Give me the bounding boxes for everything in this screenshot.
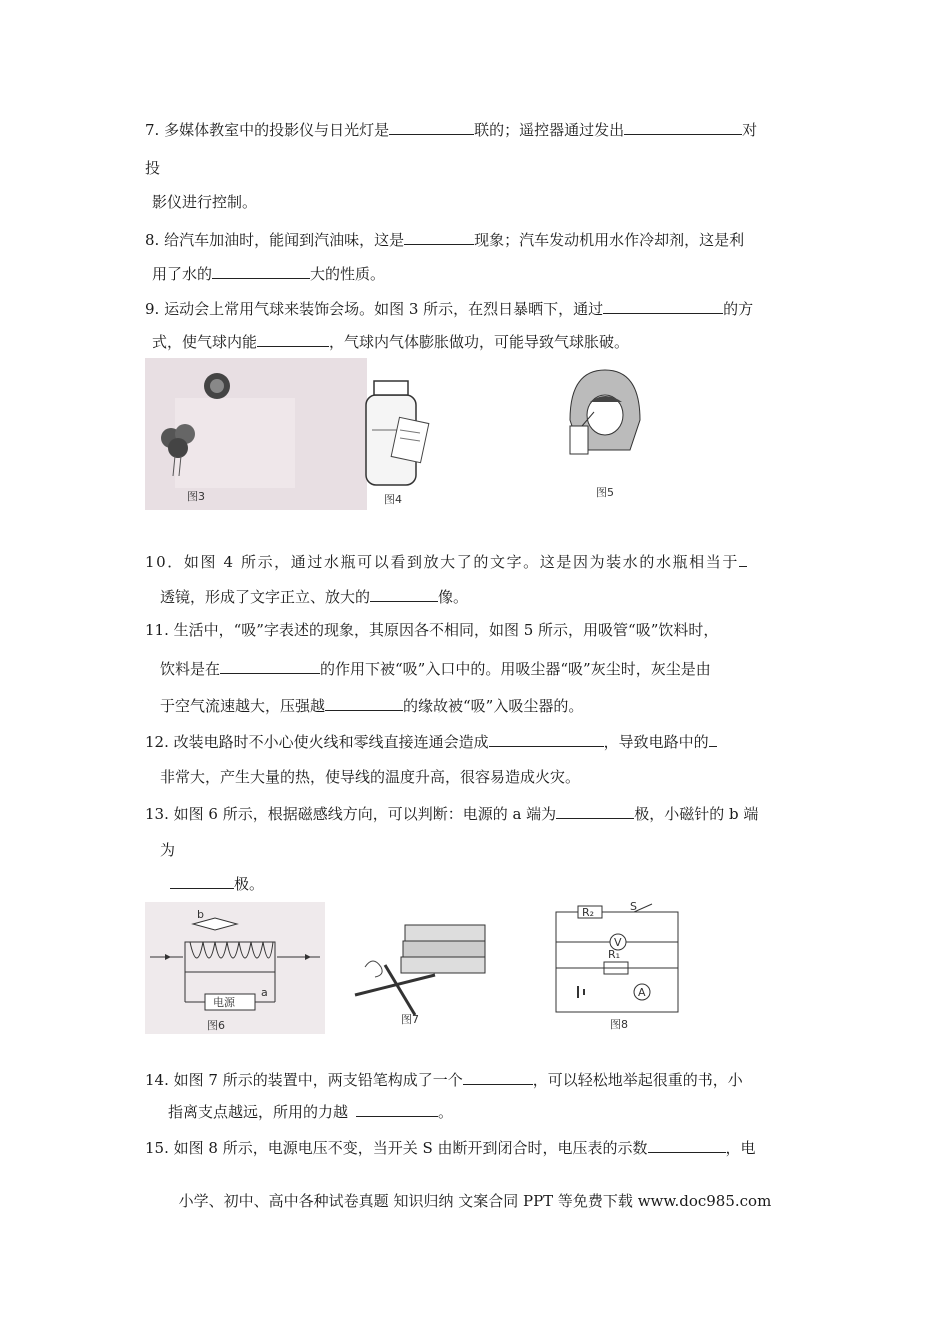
q9-line2: 式，使气球内能 ，气球内气体膨胀做功，可能导致气球胀破。: [152, 330, 629, 352]
q12-line2: 非常大，产生大量的热，使导线的温度升高，很容易造成火灾。: [160, 768, 581, 786]
q9-blank2[interactable]: [257, 330, 329, 347]
q10-blank1[interactable]: [739, 550, 747, 567]
q8-blank2[interactable]: [212, 262, 310, 279]
figure-4-caption: 图4: [384, 493, 402, 506]
r2-label: R₂: [582, 906, 595, 919]
q14-blank1[interactable]: [463, 1068, 533, 1085]
voltmeter-label: V: [614, 936, 622, 949]
figure-3: [145, 358, 367, 510]
power-label: 电源: [213, 996, 235, 1009]
q10-blank2[interactable]: [370, 585, 438, 602]
q8-blank1[interactable]: [404, 228, 474, 245]
figure-7-caption: 图7: [401, 1013, 419, 1026]
q12-line1: 12. 改装电路时不小心使火线和零线直接连通会造成 ，导致电路中的: [145, 730, 717, 752]
figure-4: [350, 375, 440, 510]
figure-5: [560, 360, 650, 500]
q11-line1: 11. 生活中，“吸”字表述的现象，其原因各不相同，如图 5 所示，用吸管“吸”饮料时，: [145, 621, 719, 639]
q11-line2: 饮料是在 的作用下被“吸”入口中的。用吸尘器“吸”灰尘时，灰尘是由: [160, 657, 711, 679]
q11-line3: 于空气流速越大，压强越 的缘故被“吸”入吸尘器的。: [160, 694, 583, 716]
q13-line1: 13. 如图 6 所示，根据磁感线方向，可以判断：电源的 a 端为 极，小磁针的 b 端: [145, 802, 758, 824]
page-footer: 小学、初中、高中各种试卷真题 知识归纳 文案合同 PPT 等免费下载 www.doc985.com: [178, 1192, 772, 1210]
q11-blank1[interactable]: [220, 657, 320, 674]
label-a: a: [261, 986, 268, 999]
q12-blank2[interactable]: [709, 730, 717, 747]
switch-label: S: [630, 900, 637, 913]
q8-line1: 8. 给汽车加油时，能闻到汽油味，这是 现象；汽车发动机用水作冷却剂，这是利: [145, 228, 744, 250]
r1-label: R₁: [608, 948, 621, 961]
q7-line2: 投: [145, 159, 161, 177]
q10-line2: 透镜，形成了文字正立、放大的 像。: [160, 585, 468, 607]
q15-line1: 15. 如图 8 所示，电源电压不变，当开关 S 由断开到闭合时，电压表的示数 ，电: [145, 1136, 756, 1158]
figure-7: [345, 905, 495, 1030]
ammeter-label: A: [638, 986, 646, 999]
q8-line2: 用了水的 大的性质。: [152, 262, 385, 284]
figure-8-caption: 图8: [610, 1018, 628, 1031]
figure-5-caption: 图5: [596, 486, 614, 499]
figure-6-caption: 图6: [207, 1019, 225, 1032]
q13-blank2[interactable]: [170, 872, 234, 889]
q12-blank1[interactable]: [489, 730, 604, 747]
q7-line3: 影仪进行控制。: [152, 193, 258, 211]
q9-blank1[interactable]: [603, 297, 723, 314]
q9-line1: 9. 运动会上常用气球来装饰会场。如图 3 所示，在烈日暴晒下，通过 的方: [145, 297, 753, 319]
q7-line1: 7. 多媒体教室中的投影仪与日光灯是 联的；遥控器通过发出 对: [145, 118, 757, 140]
q15-blank1[interactable]: [648, 1136, 726, 1153]
q13-blank1[interactable]: [556, 802, 634, 819]
q14-line2: 指离支点越远，所用的力越 。: [168, 1100, 453, 1122]
q7-blank2[interactable]: [624, 118, 742, 135]
figure-6: [145, 902, 325, 1034]
q13-line3: 极。: [170, 872, 264, 894]
q7-blank1[interactable]: [389, 118, 474, 135]
figure-8: [548, 900, 688, 1035]
q13-line2: 为: [160, 841, 176, 859]
q11-blank2[interactable]: [325, 694, 403, 711]
q10-line1: 10．如图 4 所示，通过水瓶可以看到放大了的文字。这是因为装水的水瓶相当于: [145, 550, 747, 572]
figure-3-caption: 图3: [187, 490, 205, 503]
label-b: b: [197, 908, 204, 921]
q14-blank2[interactable]: [356, 1100, 438, 1117]
q14-line1: 14. 如图 7 所示的装置中，两支铅笔构成了一个 ，可以轻松地举起很重的书，小: [145, 1068, 743, 1090]
